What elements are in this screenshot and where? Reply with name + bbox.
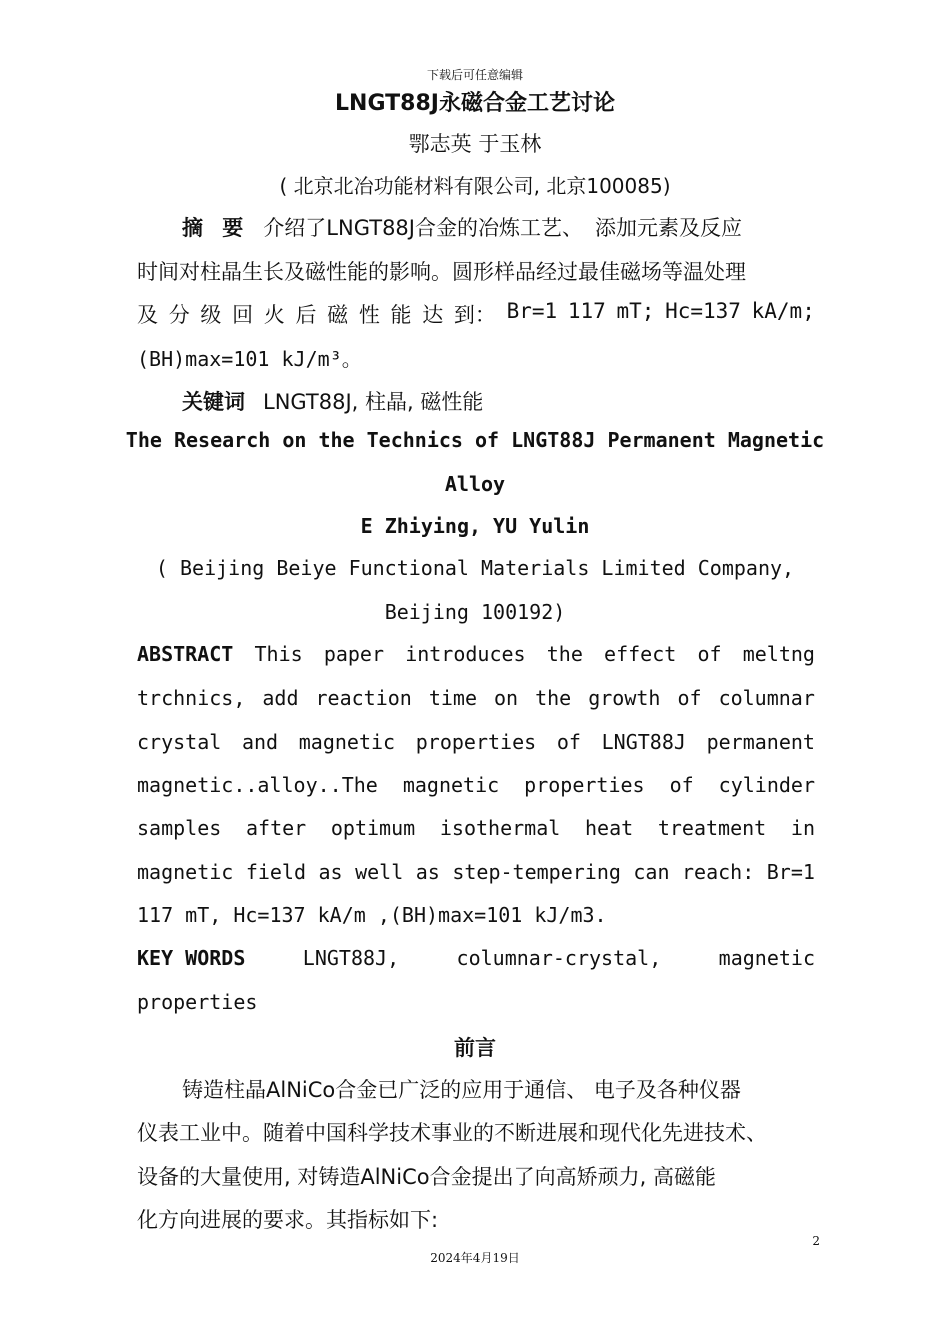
cn-abstract-value: 117 bbox=[567, 299, 606, 323]
cn-abstract-word: 介绍了LNGT88J合金的冶炼工艺、 bbox=[263, 216, 583, 240]
en-title-line-1: The Research on the Technics of LNGT88J Permanent Magnetic bbox=[125, 428, 825, 452]
cn-abstract-char: 分 bbox=[168, 303, 190, 327]
en-keywords-word: magnetic bbox=[718, 946, 815, 970]
cn-abstract-char: 回 bbox=[232, 303, 254, 327]
en-abstract-word: add bbox=[262, 686, 299, 710]
en-abstract-line-4 bbox=[137, 773, 815, 797]
page-number: 2 bbox=[812, 1234, 820, 1248]
cn-abstract-line-4: (BH)max=101 kJ/m³。 bbox=[137, 347, 362, 371]
cn-abstract-value: kA/m; bbox=[751, 299, 815, 323]
en-abstract-word: permanent bbox=[706, 730, 815, 754]
cn-authors: 鄂志英 于玉林 bbox=[408, 132, 542, 156]
en-keywords-label: KEY WORDS bbox=[137, 946, 246, 970]
footer-date: 2024年4月19日 bbox=[430, 1251, 520, 1265]
en-abstract-word: reach: bbox=[682, 860, 755, 884]
en-abstract-word: optimum bbox=[330, 816, 416, 840]
en-abstract-word: reaction bbox=[315, 686, 412, 710]
en-abstract-word: magnetic bbox=[402, 773, 500, 797]
en-abstract-word: samples bbox=[137, 816, 222, 840]
cn-abstract-char: 磁 bbox=[327, 303, 349, 327]
en-title-line-2: Alloy bbox=[444, 472, 506, 496]
en-abstract-word: the bbox=[546, 642, 583, 666]
en-keywords-word: columnar-crystal, bbox=[456, 946, 662, 970]
en-abstract-word: isothermal bbox=[439, 816, 561, 840]
en-abstract-word: time bbox=[428, 686, 477, 710]
cn-abstract-char: 后 bbox=[295, 303, 317, 327]
section-paragraph-line-4: 化方向进展的要求。其指标如下: bbox=[137, 1208, 439, 1232]
en-keywords-word: LNGT88J, bbox=[302, 946, 400, 970]
en-abstract-word: magnetic..alloy..The bbox=[137, 773, 378, 797]
en-abstract-word: This bbox=[254, 642, 303, 666]
cn-affiliation: ( 北京北冶功能材料有限公司, 北京100085) bbox=[279, 174, 671, 198]
en-abstract-word: in bbox=[790, 816, 815, 840]
en-authors: E Zhiying, YU Yulin bbox=[360, 514, 590, 538]
cn-abstract-char: 及 bbox=[137, 303, 158, 327]
cn-title: LNGT88J永磁合金工艺讨论 bbox=[335, 91, 615, 116]
cn-abstract-value: Br=1 bbox=[506, 299, 558, 323]
en-abstract-word: of bbox=[677, 686, 702, 710]
en-abstract-word: trchnics, bbox=[137, 686, 246, 710]
cn-abstract-char: 级 bbox=[200, 303, 222, 327]
en-affiliation-line-1: ( Beijing Beiye Functional Materials Limited Company, bbox=[155, 556, 795, 580]
en-abstract-word: the bbox=[535, 686, 572, 710]
en-abstract-word: field bbox=[245, 860, 307, 884]
en-abstract-word: meltng bbox=[742, 642, 815, 666]
en-abstract-word: treatment bbox=[657, 816, 767, 840]
cn-abstract-char: 火 bbox=[263, 303, 285, 327]
en-abstract-word: of bbox=[697, 642, 722, 666]
en-keywords-line-1 bbox=[137, 946, 815, 970]
cn-abstract-char: 到： bbox=[453, 303, 496, 327]
en-abstract-word: magnetic bbox=[137, 860, 234, 884]
en-affiliation-line-2: Beijing 100192) bbox=[384, 600, 566, 624]
en-abstract-word: LNGT88J bbox=[601, 730, 686, 754]
en-abstract-word: as bbox=[318, 860, 343, 884]
en-abstract-word: crystal bbox=[137, 730, 222, 754]
cn-abstract-value: Hc=137 bbox=[665, 299, 741, 323]
en-abstract-word: of bbox=[556, 730, 581, 754]
en-abstract-word: Br=1 bbox=[766, 860, 815, 884]
cn-abstract-char: 达 bbox=[422, 303, 444, 327]
cn-abstract-value: mT; bbox=[616, 299, 655, 323]
en-abstract-line-5 bbox=[137, 816, 815, 840]
cn-abstract-char: 能 bbox=[390, 303, 412, 327]
en-abstract-line-7: 117 mT, Hc=137 kA/m ,(BH)max=101 kJ/m3. bbox=[137, 903, 607, 927]
en-abstract-word: and bbox=[241, 730, 279, 754]
cn-abstract-word: 添加元素及反应 bbox=[595, 216, 742, 240]
cn-abstract-line-3 bbox=[137, 299, 815, 329]
en-abstract-word: properties bbox=[524, 773, 645, 797]
en-abstract-word: well bbox=[355, 860, 404, 884]
en-abstract-word: introduces bbox=[405, 642, 526, 666]
en-abstract-word: on bbox=[494, 686, 519, 710]
cn-keywords-text: LNGT88J, 柱晶, 磁性能 bbox=[263, 390, 484, 414]
section-paragraph-line-1: 铸造柱晶AlNiCo合金已广泛的应用于通信、 电子及各种仪器 bbox=[182, 1078, 741, 1102]
en-abstract-line-1 bbox=[137, 642, 815, 666]
en-abstract-word: properties bbox=[415, 730, 537, 754]
en-abstract-word: paper bbox=[323, 642, 385, 666]
en-abstract-word: columnar bbox=[718, 686, 815, 710]
section-paragraph-line-3: 设备的大量使用, 对铸造AlNiCo合金提出了向高矫顽力, 高磁能 bbox=[137, 1165, 716, 1189]
en-abstract-line-3 bbox=[137, 730, 815, 754]
en-abstract-label: ABSTRACT bbox=[137, 642, 234, 666]
en-abstract-word: as bbox=[415, 860, 440, 884]
en-abstract-word: of bbox=[669, 773, 694, 797]
en-abstract-word: heat bbox=[584, 816, 634, 840]
en-abstract-line-6 bbox=[137, 860, 815, 884]
en-abstract-word: step-tempering bbox=[452, 860, 621, 884]
en-abstract-word: growth bbox=[588, 686, 661, 710]
en-abstract-line-2 bbox=[137, 686, 815, 710]
cn-keywords-label: 关键词 bbox=[182, 390, 245, 414]
section-heading: 前言 bbox=[454, 1036, 496, 1060]
en-abstract-word: magnetic bbox=[298, 730, 396, 754]
cn-abstract-char: 性 bbox=[358, 303, 380, 327]
cn-keywords bbox=[182, 386, 815, 416]
cn-abstract-line-1 bbox=[182, 212, 815, 242]
cn-abstract-label: 摘 要 bbox=[182, 216, 250, 240]
en-abstract-word: effect bbox=[604, 642, 677, 666]
section-paragraph-line-2: 仪表工业中。随着中国科学技术事业的不断进展和现代化先进技术、 bbox=[137, 1121, 767, 1145]
en-keywords-line-2: properties bbox=[137, 990, 258, 1014]
header-note: 下载后可任意编辑 bbox=[426, 68, 523, 82]
en-abstract-word: cylinder bbox=[718, 773, 815, 797]
cn-abstract-line-2: 时间对柱晶生长及磁性能的影响。圆形样品经过最佳磁场等温处理 bbox=[137, 260, 746, 284]
en-abstract-word: can bbox=[633, 860, 670, 884]
en-abstract-word: after bbox=[245, 816, 307, 840]
